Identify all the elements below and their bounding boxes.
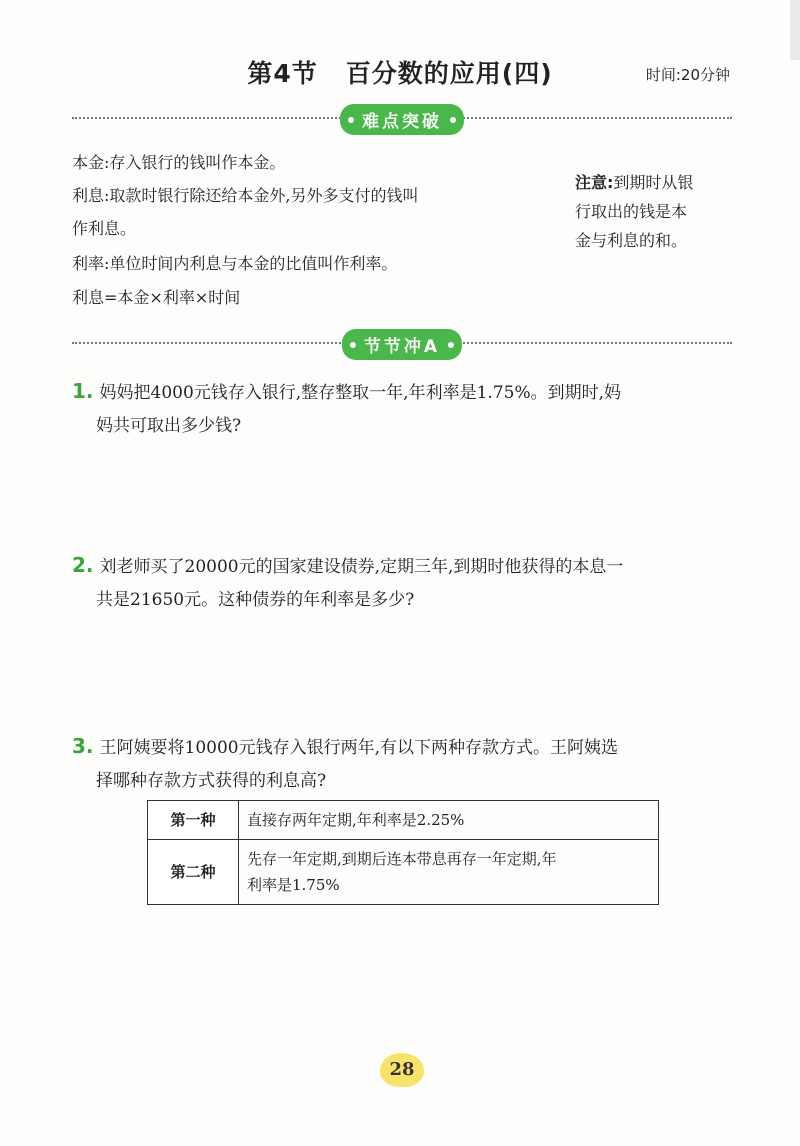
option-text: 先存一年定期,到期后连本带息再存一年定期,年 xyxy=(247,850,557,868)
note-label: 注意: xyxy=(575,173,614,192)
section-badge-difficulty: 难点突破 xyxy=(340,104,464,135)
table-row xyxy=(148,840,659,905)
option-label: 第二种 xyxy=(148,840,239,905)
note-line-2: 行取出的钱是本 xyxy=(575,202,688,221)
time-limit: 时间:20分钟 xyxy=(645,66,730,84)
note-line-1: 到期时从银 xyxy=(613,173,694,192)
definition-principal: 本金:存入银行的钱叫作本金。 xyxy=(72,153,286,172)
note-line-3: 金与利息的和。 xyxy=(575,231,688,250)
option-description xyxy=(239,801,659,840)
table-row xyxy=(148,801,659,840)
question-text-cont: 共是21650元。这种债券的年利率是多少? xyxy=(96,590,415,610)
question-number: 1. xyxy=(72,379,94,403)
question-number: 3. xyxy=(72,734,94,758)
question-2 xyxy=(72,549,742,617)
definition-interest: 利息:取款时银行除还给本金外,另外多支付的钱叫 xyxy=(72,186,419,205)
question-text: 刘老师买了20000元的国家建设债券,定期三年,到期时他获得的本息一 xyxy=(99,557,624,577)
formula-interest: 利息=本金×利率×时间 xyxy=(72,288,241,307)
question-1 xyxy=(72,375,742,443)
question-number: 2. xyxy=(72,553,94,577)
divider-difficulty xyxy=(72,103,732,133)
section-badge-practice: 节节冲A xyxy=(342,329,462,360)
question-text-cont: 妈共可取出多少钱? xyxy=(96,416,242,436)
section-title: 百分数的应用(四) xyxy=(345,59,553,88)
question-3 xyxy=(72,730,742,798)
option-description xyxy=(239,840,659,905)
deposit-options-table xyxy=(147,800,659,905)
page-edge xyxy=(790,0,800,60)
page-number: 28 xyxy=(380,1053,424,1087)
section-number: 第4节 xyxy=(247,59,318,88)
definition-rate: 利率:单位时间内利息与本金的比值叫作利率。 xyxy=(72,254,398,273)
option-text: 直接存两年定期,年利率是2.25% xyxy=(247,811,465,829)
question-text-cont: 择哪种存款方式获得的利息高? xyxy=(96,771,327,791)
divider-practice xyxy=(72,328,732,358)
question-text: 妈妈把4000元钱存入银行,整存整取一年,年利率是1.75%。到期时,妈 xyxy=(99,383,621,403)
option-label: 第一种 xyxy=(148,801,239,840)
note-box xyxy=(575,168,735,255)
question-text: 王阿姨要将10000元钱存入银行两年,有以下两种存款方式。王阿姨选 xyxy=(99,738,618,758)
definition-interest-cont: 作利息。 xyxy=(72,219,137,238)
option-text-cont: 利率是1.75% xyxy=(247,876,340,894)
